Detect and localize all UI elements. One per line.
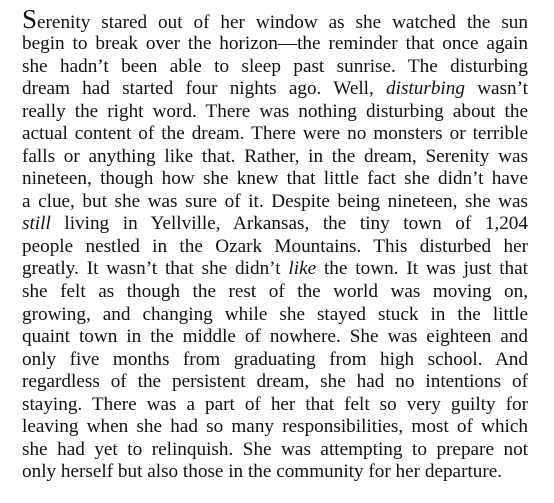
text-line — [22, 281, 528, 304]
text-line — [22, 101, 528, 124]
text-line — [22, 326, 528, 349]
italic-text: like — [288, 258, 317, 280]
text-line — [22, 304, 528, 327]
text-run: people nestled in the Ozark Mountains. This disturbed her — [22, 235, 528, 257]
text-run: she felt as though the rest of the world was moving on, — [22, 281, 528, 303]
text-run: actual content of the dream. There were no monsters or terrible — [22, 123, 528, 145]
text-line — [22, 33, 528, 56]
text-run: falls or anything like that. Rather, in the dream, Serenity was — [22, 145, 528, 167]
text-run: dream had started four nights ago. Well, — [22, 78, 387, 100]
text-run: greatly. It wasn’t that she didn’t — [22, 258, 289, 280]
text-line — [22, 439, 528, 462]
text-line — [22, 213, 528, 236]
italic-text: disturbing — [386, 78, 465, 100]
italic-text: still — [22, 213, 51, 235]
text-run: living in Yellville, Arkansas, the tiny town of 1,204 — [50, 213, 528, 235]
text-run: the town. It was just that — [316, 258, 528, 280]
text-line — [22, 78, 528, 101]
text-line — [22, 236, 528, 259]
text-line — [22, 191, 528, 214]
document-page — [22, 6, 528, 484]
text-line — [22, 146, 528, 169]
text-line — [22, 6, 528, 33]
text-run: only five months from graduating from high school. And — [22, 348, 528, 370]
text-run: staying. There was a part of her that felt so very guilty for — [22, 393, 528, 415]
story-paragraph — [22, 6, 528, 484]
text-run: nineteen, though how she knew that little fact she didn’t have — [22, 168, 528, 190]
text-run: really the right word. There was nothing disturbing about the — [22, 100, 528, 122]
text-line — [22, 394, 528, 417]
drop-cap: S — [22, 4, 38, 34]
text-run: begin to break over the horizon—the reminder that once again — [22, 33, 528, 54]
text-run: she had yet to relinquish. She was attempting to prepare not — [22, 438, 528, 460]
text-line — [22, 416, 528, 439]
text-line — [22, 56, 528, 79]
text-run: she hadn’t been able to sleep past sunrise. The disturbing — [22, 55, 528, 77]
text-line — [22, 461, 528, 484]
text-run: leaving when she had so many responsibilities, most of which — [22, 416, 528, 438]
text-line — [22, 258, 528, 281]
text-run: wasn’t — [464, 78, 528, 100]
text-run: growing, and changing while she stayed stuck in the little — [22, 303, 528, 325]
text-line — [22, 168, 528, 191]
text-run: quaint town in the middle of nowhere. She was eighteen and — [22, 326, 528, 348]
text-run: a clue, but she was sure of it. Despite being nineteen, she was — [22, 190, 528, 212]
text-line — [22, 371, 528, 394]
text-run: regardless of the persistent dream, she had no intentions of — [22, 371, 528, 393]
text-line — [22, 123, 528, 146]
text-run: only herself but also those in the community for her departure. — [22, 461, 503, 483]
text-line — [22, 349, 528, 372]
text-run: erenity stared out of her window as she watched the sun — [37, 12, 528, 33]
